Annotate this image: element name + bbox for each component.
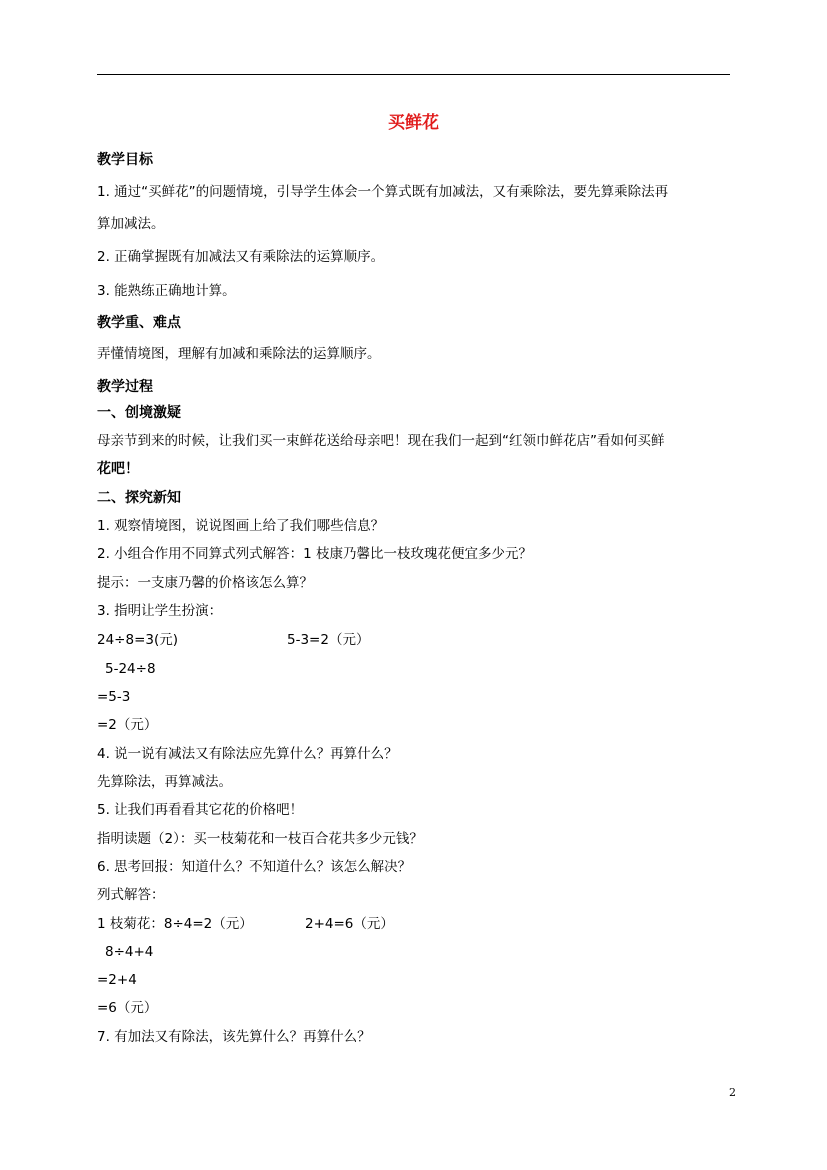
part-1-heading: 一、创境激疑 [97,405,181,421]
calc-2-expression: 8÷4+4 [105,944,154,960]
calc-2-right: 2+4=6（元） [305,916,394,932]
step-4: 4. 说一说有减法又有除法应先算什么？再算什么？ [97,746,398,762]
process-heading: 教学过程 [97,379,153,395]
calc-1-expression: 5-24÷8 [105,661,156,677]
calc-2-result: =6（元） [97,1000,158,1016]
calc-1-left: 24÷8=3(元) [97,632,179,648]
step-2: 2. 小组合作用不同算式列式解答：1 枝康乃馨比一枝玫瑰花便宜多少元？ [97,546,533,562]
goal-1-line-b: 算加减法。 [97,216,165,232]
calc-2-step: =2+4 [97,972,137,988]
step-7: 7. 有加法又有除法，该先算什么？再算什么？ [97,1029,371,1045]
calc-2-left: 1 枝菊花：8÷4=2（元） [97,916,253,932]
keypoints-heading: 教学重、难点 [97,315,181,331]
step-1: 1. 观察情境图，说说图画上给了我们哪些信息？ [97,518,385,534]
page-title: 买鲜花 [388,113,439,133]
calc-1-right: 5-3=2（元） [287,632,370,648]
keypoints-text: 弄懂情境图，理解有加减和乘除法的运算顺序。 [97,346,381,362]
step-4-answer: 先算除法，再算减法。 [97,774,232,790]
goal-2: 2. 正确掌握既有加减法又有乘除法的运算顺序。 [97,249,385,265]
calc-2-row [97,914,737,934]
step-6: 6. 思考回报：知道什么？不知道什么？该怎么解决？ [97,859,412,875]
calc-1-step: =5-3 [97,689,131,705]
part-1-text-b: 花吧！ [97,461,139,477]
calc-1-result: =2（元） [97,717,158,733]
step-6-label: 列式解答： [97,887,165,903]
page-number: 2 [729,1086,736,1099]
step-3: 3. 指明让学生扮演： [97,603,223,619]
goal-3: 3. 能熟练正确地计算。 [97,283,236,299]
hint: 提示：一支康乃馨的价格该怎么算？ [97,575,313,591]
step-5-read: 指明读题（2）：买一枝菊花和一枝百合花共多少元钱？ [97,831,423,847]
part-1-text-a: 母亲节到来的时候，让我们买一束鲜花送给母亲吧！现在我们一起到“红领巾鲜花店”看如何买鲜 [97,433,665,449]
goal-1-line-a: 1. 通过“买鲜花”的问题情境，引导学生体会一个算式既有加减法，又有乘除法，要先算乘除法再 [97,184,669,200]
goals-heading: 教学目标 [97,152,153,168]
part-2-heading: 二、探究新知 [97,490,181,506]
header-rule [97,74,730,75]
step-5: 5. 让我们再看看其它花的价格吧！ [97,802,304,818]
calc-1-row [97,630,737,650]
